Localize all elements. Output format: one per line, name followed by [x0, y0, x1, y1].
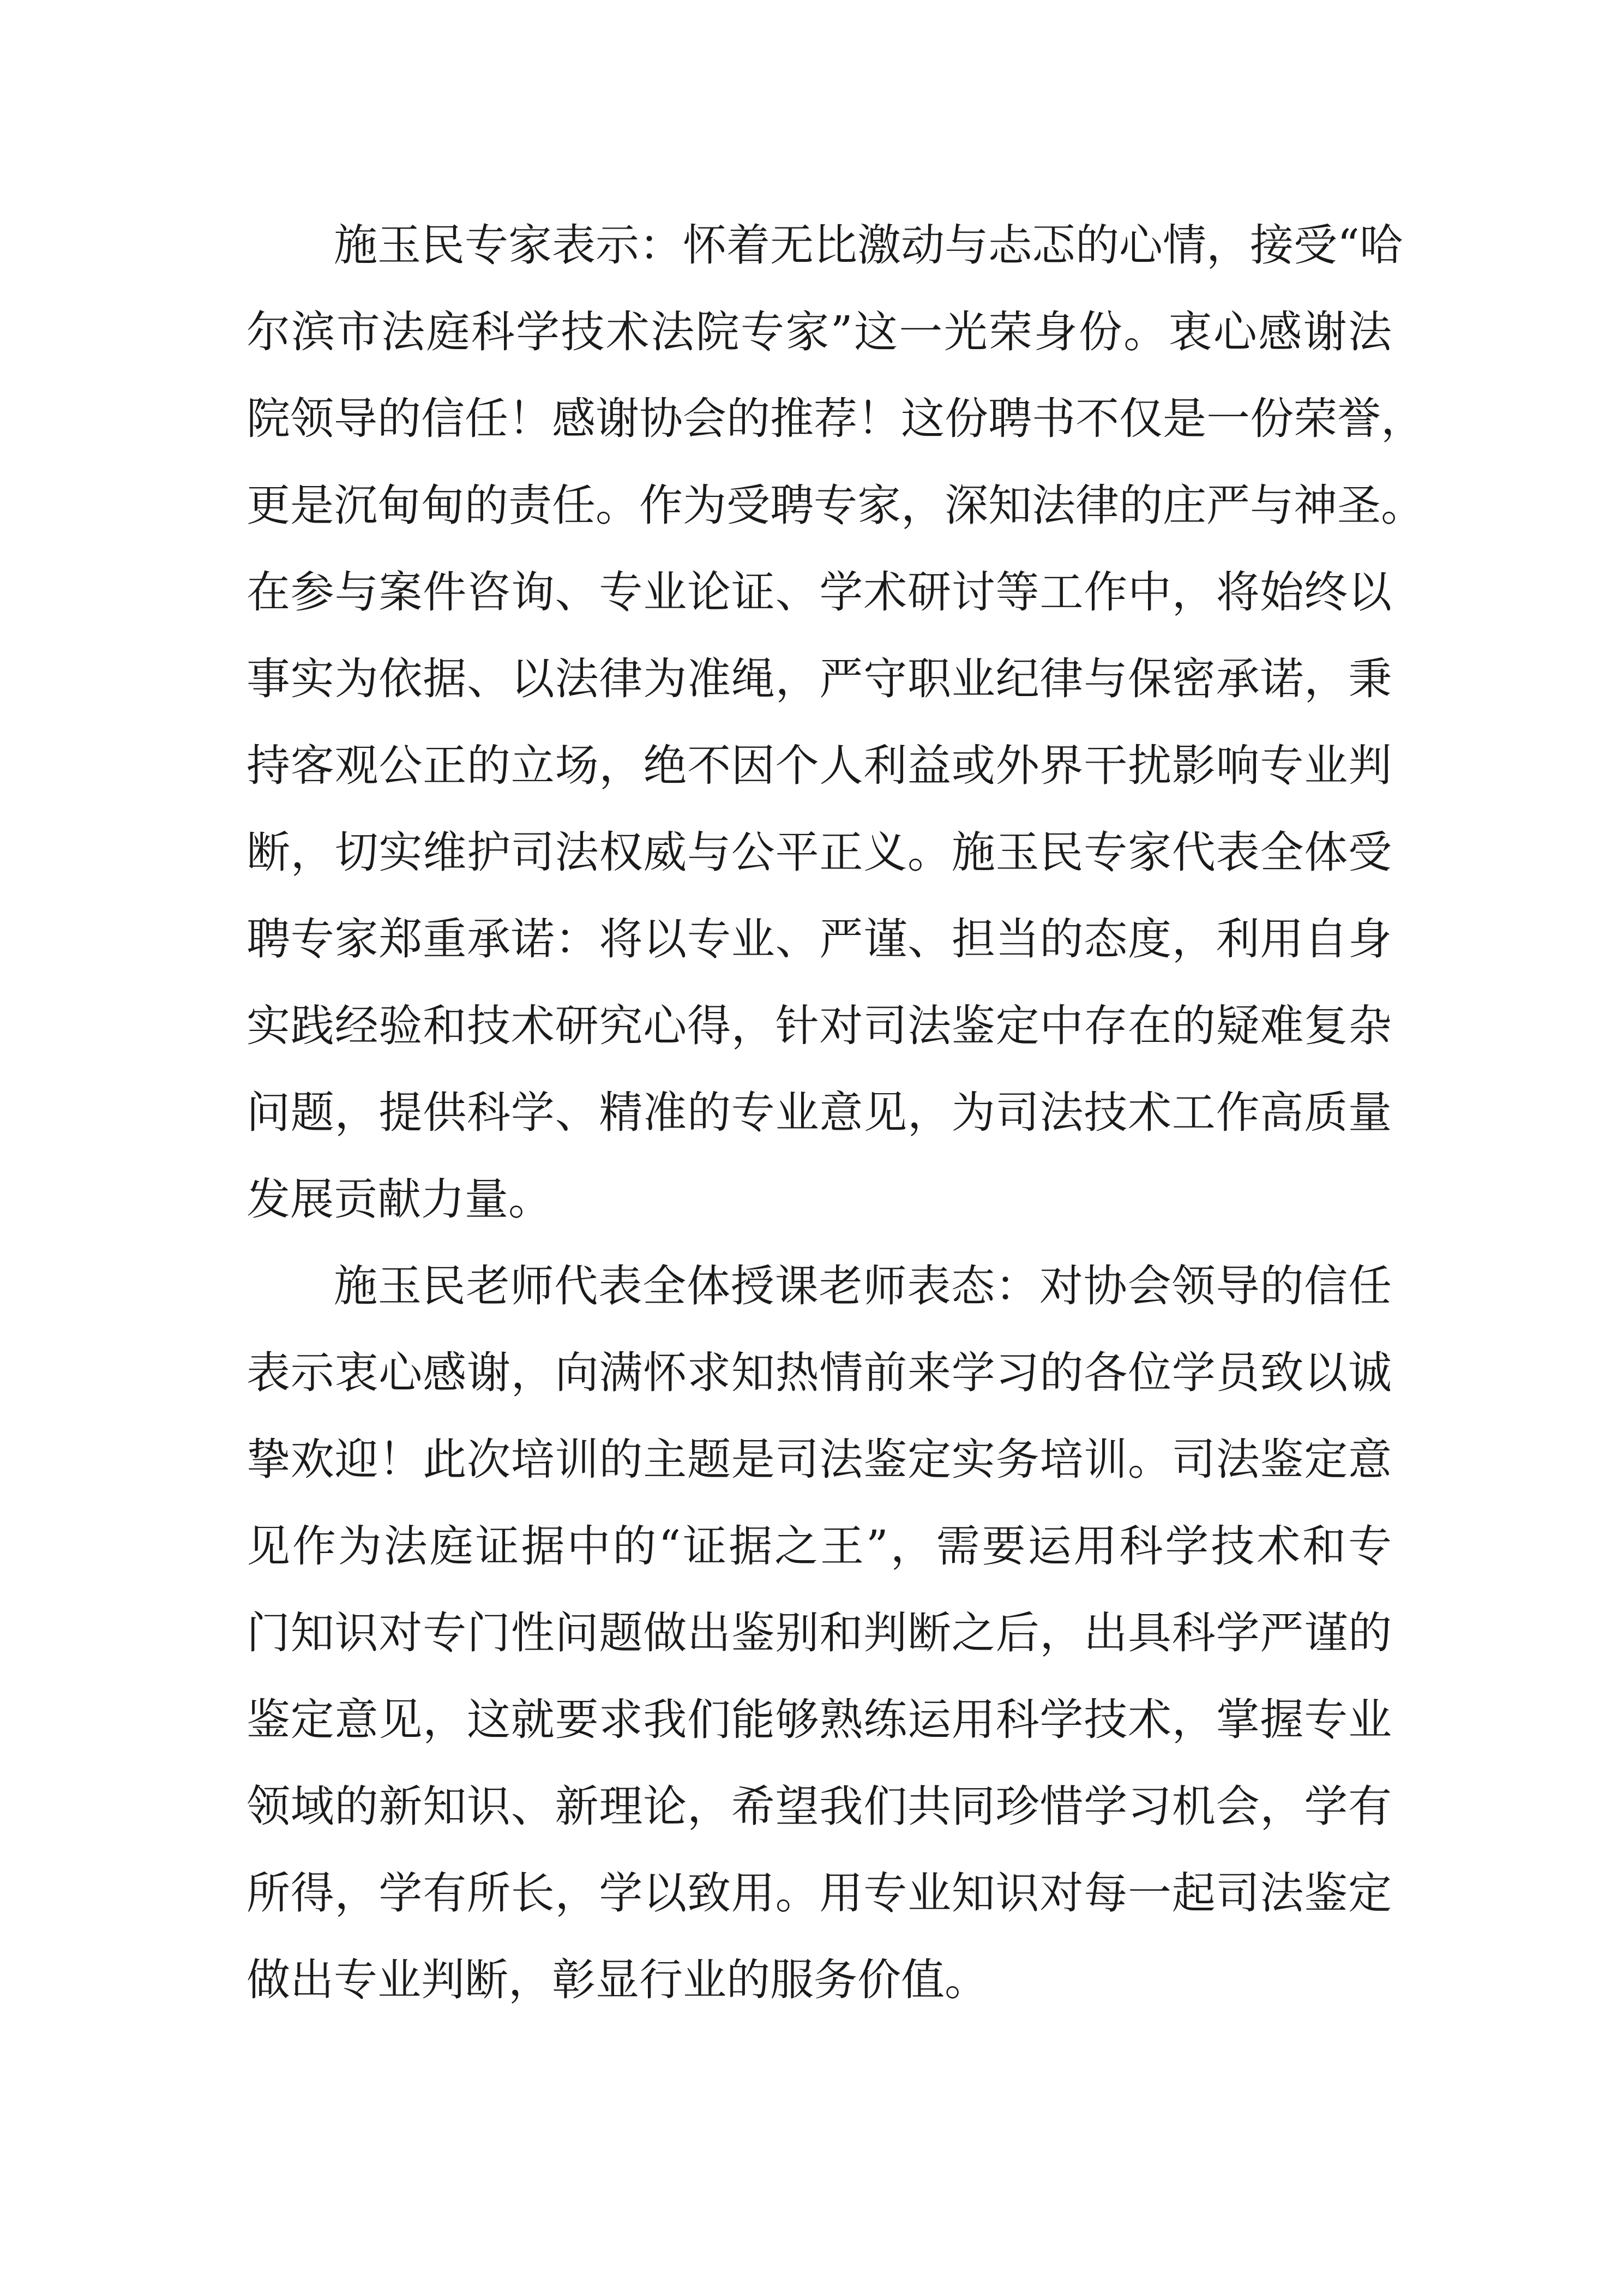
paragraph-line: 发展贡献力量。 — [247, 1174, 552, 1225]
paragraph-expert-statement — [247, 202, 1424, 1243]
paragraph-line: 更是沉甸甸的责任。作为受聘专家，深知法律的庄严与神圣。 — [247, 480, 1424, 531]
paragraph-line: 施玉民老师代表全体授课老师表态：对协会领导的信任 — [334, 1261, 1392, 1311]
paragraph-line: 事实为依据、以法律为准绳，严守职业纪律与保密承诺，秉 — [247, 654, 1392, 704]
paragraph-line: 所得，学有所长，学以致用。用专业知识对每一起司法鉴定 — [247, 1868, 1392, 1919]
paragraph-line: 做出专业判断，彰显行业的服务价值。 — [247, 1955, 988, 2005]
paragraph-line: 断，切实维护司法权威与公平正义。施玉民专家代表全体受 — [247, 827, 1392, 878]
paragraph-teacher-statement — [247, 1243, 1392, 2023]
paragraph-line: 持客观公正的立场，绝不因个人利益或外界干扰影响专业判 — [247, 740, 1392, 791]
paragraph-line: 表示衷心感谢，向满怀求知热情前来学习的各位学员致以诚 — [247, 1347, 1392, 1398]
paragraph-line: 院领导的信任！感谢协会的推荐！这份聘书不仅是一份荣誉， — [247, 393, 1424, 444]
paragraph-line: 聘专家郑重承诺：将以专业、严谨、担当的态度，利用自身 — [247, 914, 1392, 964]
paragraph-line: 挚欢迎！此次培训的主题是司法鉴定实务培训。司法鉴定意 — [247, 1434, 1392, 1485]
paragraph-line: 见作为法庭证据中的“证据之王”，需要运用科学技术和专 — [247, 1521, 1392, 1572]
document-body — [247, 202, 1424, 2023]
paragraph-line: 尔滨市法庭科学技术法院专家”这一光荣身份。衷心感谢法 — [247, 307, 1392, 357]
paragraph-line: 在参与案件咨询、专业论证、学术研讨等工作中，将始终以 — [247, 567, 1392, 618]
paragraph-line: 领域的新知识、新理论，希望我们共同珍惜学习机会，学有 — [247, 1781, 1392, 1832]
paragraph-line: 门知识对专门性问题做出鉴别和判断之后，出具科学严谨的 — [247, 1608, 1392, 1658]
paragraph-line: 实践经验和技术研究心得，针对司法鉴定中存在的疑难复杂 — [247, 1000, 1392, 1051]
paragraph-line: 问题，提供科学、精准的专业意见，为司法技术工作高质量 — [247, 1087, 1392, 1138]
paragraph-line: 施玉民专家表示：怀着无比激动与忐忑的心情，接受“哈 — [334, 220, 1403, 271]
paragraph-line: 鉴定意见，这就要求我们能够熟练运用科学技术，掌握专业 — [247, 1694, 1392, 1745]
